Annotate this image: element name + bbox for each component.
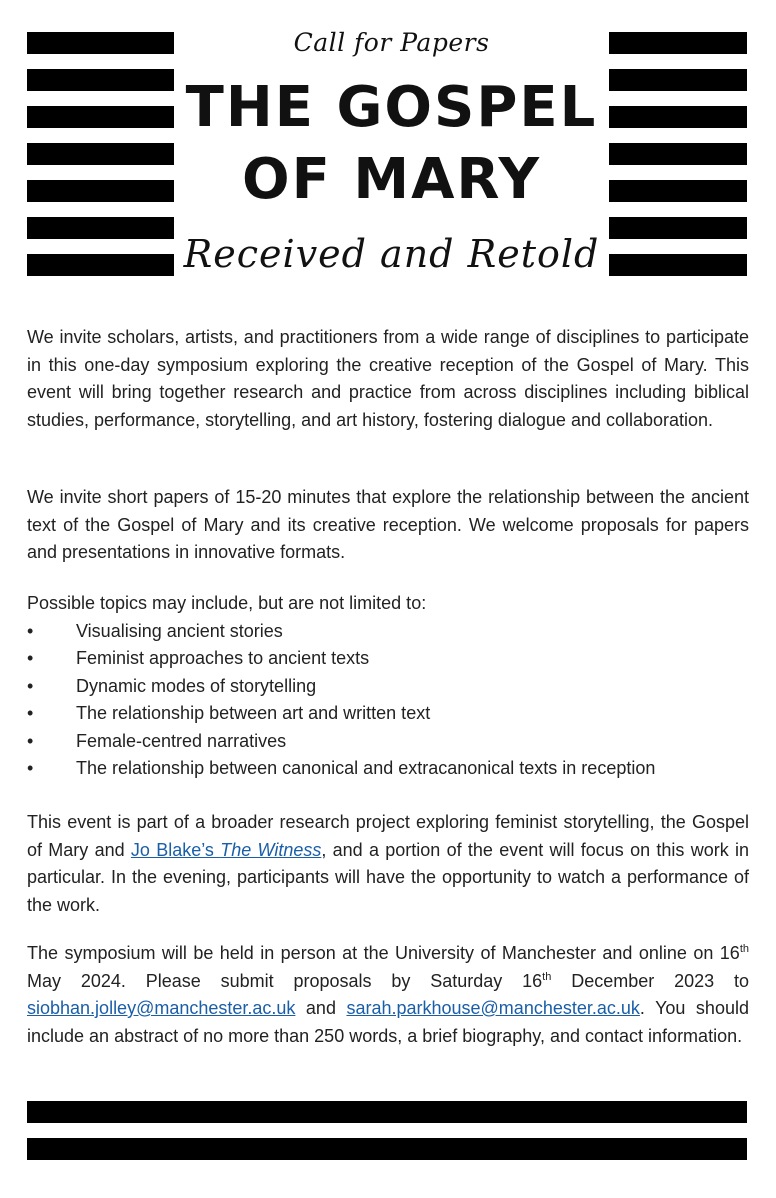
- decorative-stripe: [27, 217, 174, 239]
- logistics-section: [27, 940, 749, 1050]
- decorative-stripe: [609, 217, 747, 239]
- subtitle: Received and Retold: [183, 232, 600, 276]
- decorative-stripe: [609, 180, 747, 202]
- decorative-stripe: [27, 1101, 747, 1123]
- decorative-stripe: [27, 1138, 747, 1160]
- list-item: • The relationship between art and written text: [27, 700, 749, 728]
- list-item: • Feminist approaches to ancient texts: [27, 645, 749, 673]
- bullet-icon: •: [27, 758, 34, 778]
- decorative-stripe: [27, 143, 174, 165]
- logistics-paragraph: The symposium will be held in person at the University of Manchester and online on 16th May 2024. Please submit proposals by Saturday 16th December 2023 to siobhan.jolley@manchester.ac.uk and sarah.parkhouse@manchester.ac.uk. You should include an abstract of no more than 250 words, a brief biography, and contact information.: [27, 943, 749, 1046]
- papers-paragraph: We invite short papers of 15-20 minutes that explore the relationship between the ancient text of the Gospel of Mary and its creative reception. We welcome proposals for papers and presentations in innovative formats.: [27, 487, 749, 562]
- topics-intro: Possible topics may include, but are not limited to:: [27, 593, 427, 613]
- decorative-stripe: [27, 106, 174, 128]
- list-item: • Dynamic modes of storytelling: [27, 673, 749, 701]
- bullet-icon: •: [27, 620, 34, 641]
- body-content: [27, 484, 749, 567]
- list-item: • Female-centred narratives: [27, 728, 749, 756]
- title-line-1: THE GOSPEL: [185, 75, 598, 140]
- topics-list: [27, 618, 749, 783]
- bullet-icon: •: [27, 703, 34, 723]
- project-section: [27, 809, 749, 919]
- decorative-stripe: [27, 69, 174, 91]
- decorative-stripe: [609, 106, 747, 128]
- decorative-stripe: [609, 143, 747, 165]
- bullet-icon: •: [27, 648, 34, 668]
- decorative-stripe: [27, 32, 174, 54]
- decorative-stripe: [27, 180, 174, 202]
- list-item: • Visualising ancient stories: [27, 618, 749, 646]
- call-for-papers-heading: Call for Papers: [293, 28, 490, 57]
- bullet-icon: •: [27, 730, 34, 751]
- list-item: • The relationship between canonical and extracanonical texts in reception: [27, 755, 749, 783]
- intro-paragraph: We invite scholars, artists, and practitioners from a wide range of disciplines to participate in this one-day symposium exploring the creative reception of the Gospel of Mary. This event will bring together research and practice from across disciplines including biblical studies, performance, storytelling, and art history, fostering dialogue and collaboration.: [27, 327, 749, 430]
- body-content: [27, 324, 749, 434]
- project-paragraph: This event is part of a broader research project exploring feminist storytelling, the Gospel of Mary and Jo Blake’s The Witness, and a portion of the event will focus on this work in particular. In the evening, participants will have the opportunity to watch a performance of the work.: [27, 812, 750, 915]
- decorative-stripe: [27, 254, 174, 276]
- witness-link[interactable]: Jo Blake’s The Witness: [130, 839, 322, 860]
- topics-section: [27, 590, 749, 783]
- decorative-stripe: [609, 254, 747, 276]
- decorative-stripe: [609, 69, 747, 91]
- email-link-parkhouse[interactable]: sarah.parkhouse@manchester.ac.uk: [346, 998, 640, 1018]
- decorative-stripe: [609, 32, 747, 54]
- title-line-2: OF MARY: [241, 147, 542, 212]
- bullet-icon: •: [27, 675, 34, 696]
- email-link-jolley[interactable]: siobhan.jolley@manchester.ac.uk: [27, 998, 296, 1018]
